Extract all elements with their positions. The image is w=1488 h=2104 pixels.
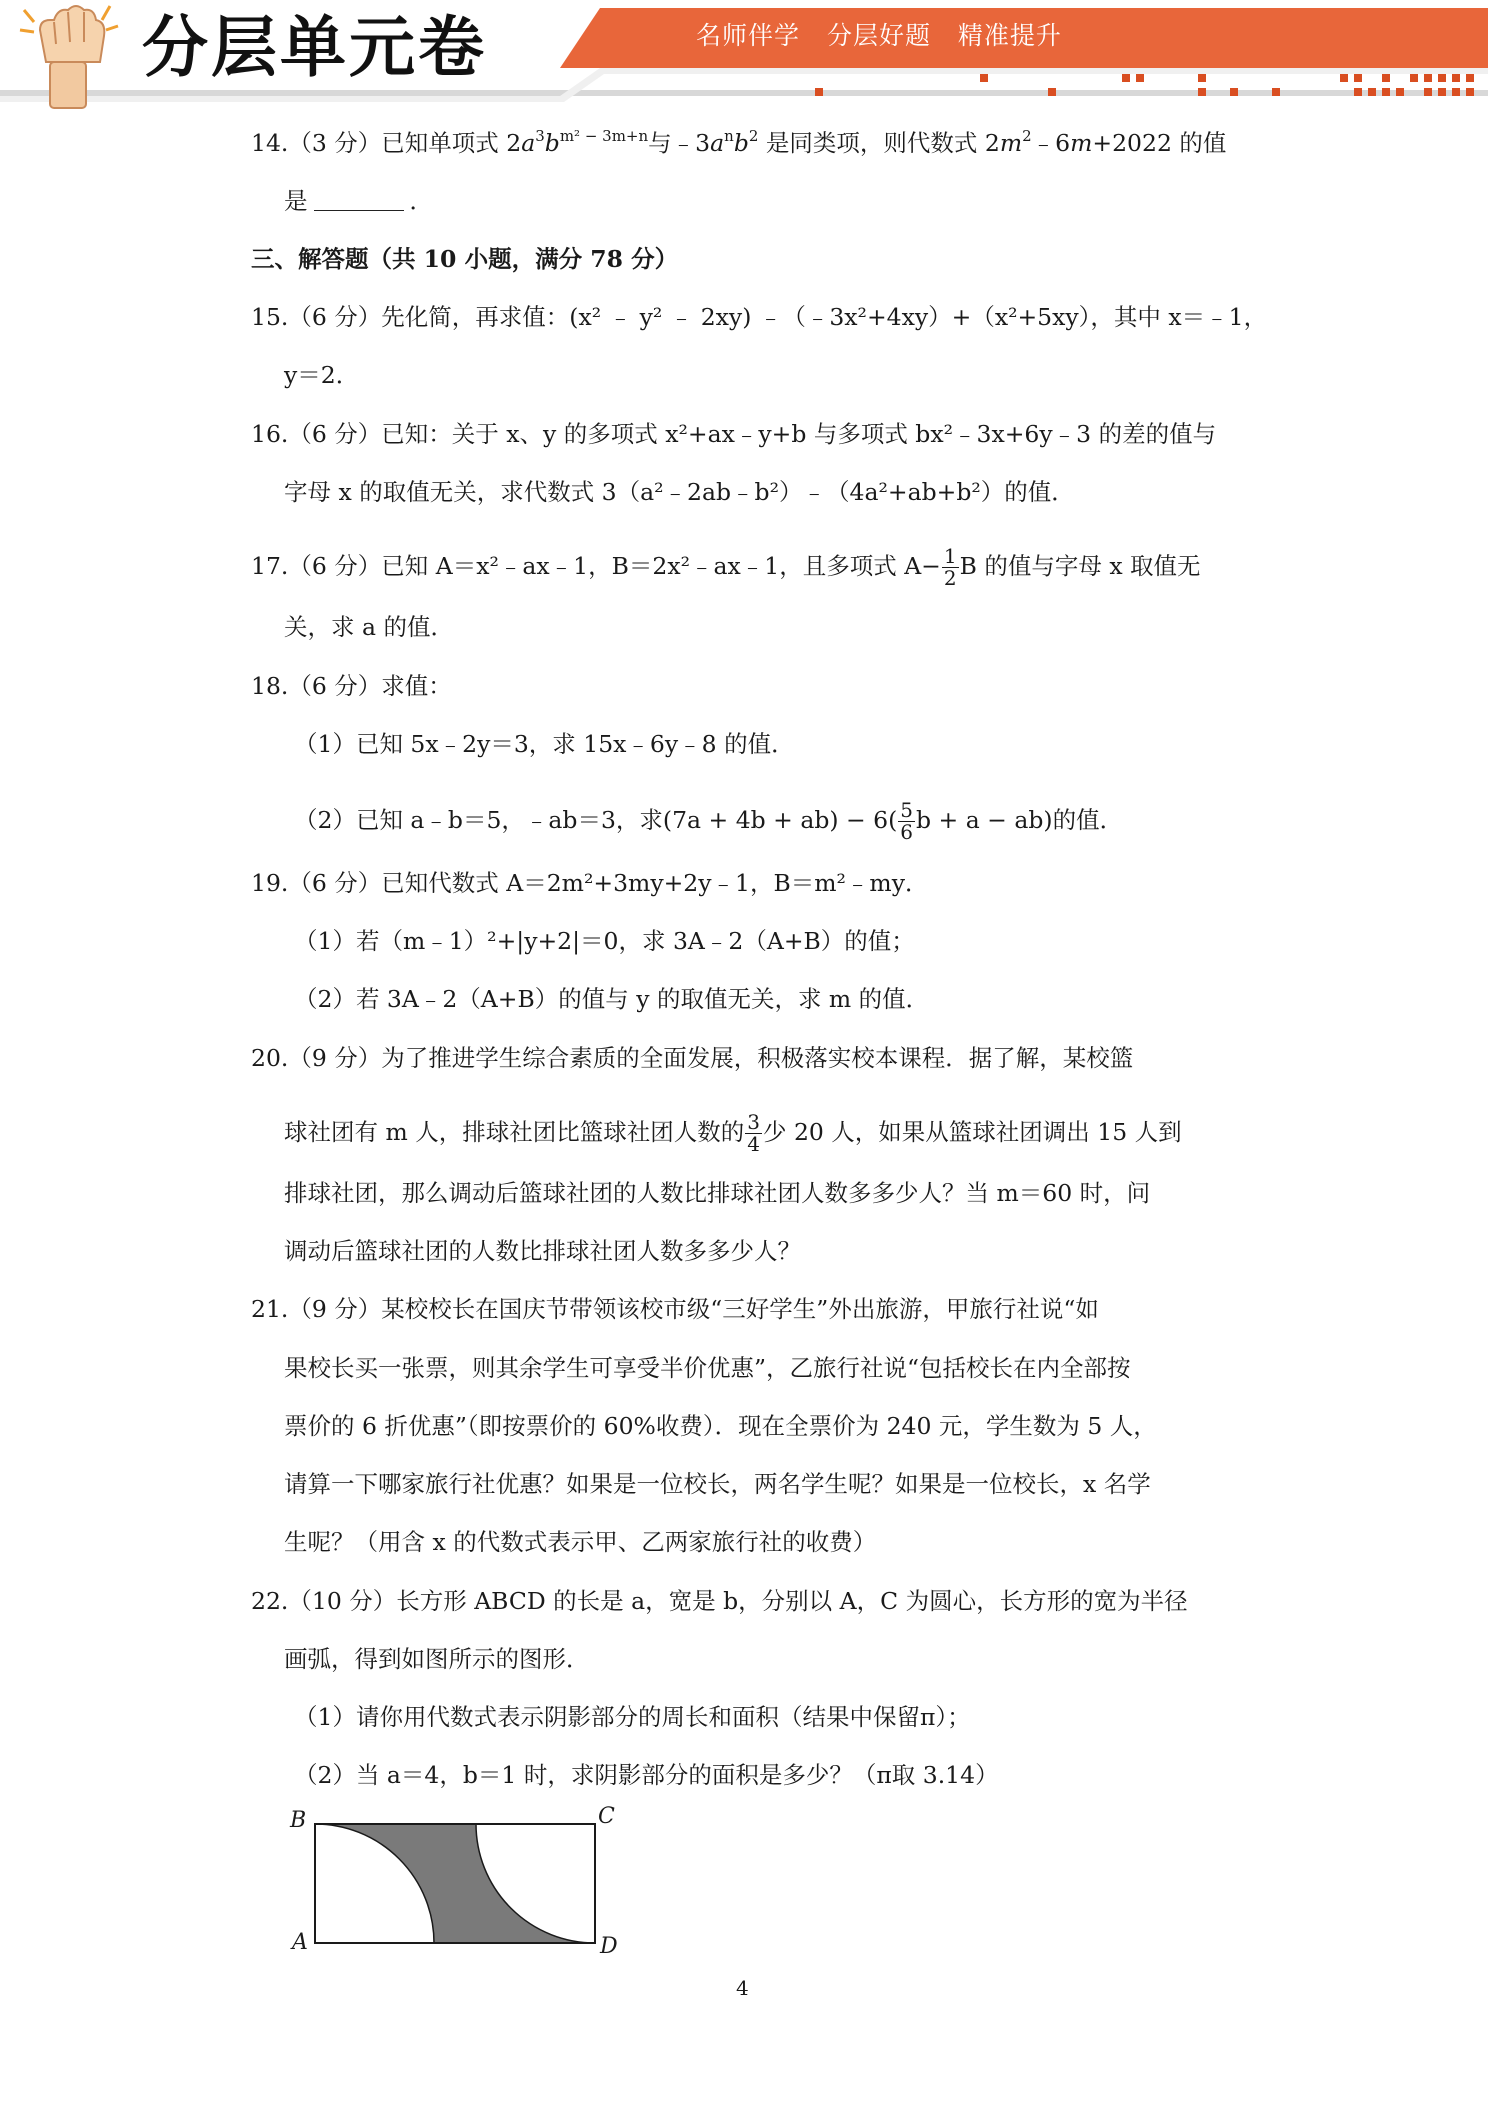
rectangle-figure bbox=[288, 1804, 628, 1966]
page-header bbox=[0, 0, 1488, 110]
q15-line1: 15.（6 分）先化简，再求值：(x² ﹣ y² ﹣ 2xy) ﹣（﹣3x²+4xy）+（x²+5xy），其中 x＝﹣1， bbox=[251, 303, 1268, 331]
q20-line2: 球社团有 m 人，排球社团比篮球社团人数的 $\frac{3}{4}$ 少 20 人，如果从篮球社团调出 15 人到 bbox=[284, 1110, 1182, 1156]
q19-sub1: （1）若（m﹣1）²+|y+2|＝0，求 3A﹣2（A+B）的值； bbox=[294, 927, 915, 955]
label-c: C bbox=[598, 1804, 615, 1829]
q21-line2: 果校长买一张票，则其余学生可享受半价优惠”，乙旅行社说“包括校长在内全部按 bbox=[284, 1354, 1131, 1382]
brand-title: 分层单元卷 bbox=[142, 9, 487, 86]
q21-line3: 票价的 6 折优惠”（即按票价的 60%收费）．现在全票价为 240 元，学生数为 5 人， bbox=[284, 1412, 1157, 1440]
label-b: B bbox=[290, 1808, 307, 1833]
q18-sub2: （2）已知 a﹣b＝5，﹣ab＝3，求(7a + 4b + ab) − 6( $\frac{5}{6}$ b + a − ab)的值． bbox=[294, 798, 1124, 844]
fist-icon bbox=[10, 0, 130, 110]
q20-line3: 排球社团，那么调动后篮球社团的人数比排球社团人数多多少人？当 m＝60 时，问 bbox=[284, 1179, 1151, 1207]
q17-line2: 关，求 a 的值． bbox=[284, 613, 454, 641]
q22-line1: 22.（10 分）长方形 ABCD 的长是 a，宽是 b，分别以 A，C 为圆心，长方形的宽为半径 bbox=[251, 1587, 1188, 1615]
q21-line1: 21.（9 分）某校校长在国庆节带领该校市级“三好学生”外出旅游，甲旅行社说“如 bbox=[251, 1295, 1099, 1323]
label-a: A bbox=[292, 1930, 308, 1955]
q20-line1: 20.（9 分）为了推进学生综合素质的全面发展，积极落实校本课程．据了解，某校篮 bbox=[251, 1044, 1134, 1072]
q17-line1: 17.（6 分）已知 A＝x²﹣ax﹣1，B＝2x²﹣ax﹣1，且多项式 A− $\frac{1}{2}$ B 的值与字母 x 取值无 bbox=[251, 544, 1201, 590]
label-d: D bbox=[600, 1934, 618, 1959]
q16-line2: 字母 x 的取值无关，求代数式 3（a²﹣2ab﹣b²）﹣（4a²+ab+b²）的值． bbox=[284, 478, 1075, 506]
fraction: $\frac{1}{2}$ bbox=[943, 544, 957, 590]
q14-line2: 是 ． bbox=[284, 187, 433, 215]
q20-line4: 调动后篮球社团的人数比排球社团人数多多少人？ bbox=[284, 1237, 801, 1265]
q18-sub1: （1）已知 5x﹣2y＝3，求 15x﹣6y﹣8 的值． bbox=[294, 730, 795, 758]
q22-sub2: （2）当 a＝4，b＝1 时，求阴影部分的面积是多少？（π取 3.14） bbox=[294, 1761, 999, 1789]
q15-line2: y＝2． bbox=[284, 361, 360, 389]
page-number: 4 bbox=[736, 1976, 749, 2000]
header-tagline: 名师伴学 分层好题 精准提升 bbox=[696, 21, 1062, 50]
q14-line1: 14.（3 分）已知单项式 $2a^3b^{m^2 - 3m+n}$与$﹣3a^nb^2$ 是同类项，则代数式 $2m^2﹣6m+2022$ 的值 bbox=[251, 127, 1227, 157]
q19-title: 19.（6 分）已知代数式 A＝2m²+3my+2y﹣1，B＝m²﹣my． bbox=[251, 869, 929, 897]
q18-title: 18.（6 分）求值： bbox=[251, 672, 452, 700]
q21-line4: 请算一下哪家旅行社优惠？如果是一位校长，两名学生呢？如果是一位校长，x 名学 bbox=[284, 1470, 1151, 1498]
shaded-rectangle-diagram bbox=[288, 1812, 628, 1962]
section-heading: 三、解答题（共 10 小题，满分 78 分） bbox=[251, 245, 679, 273]
q16-line1: 16.（6 分）已知：关于 x、y 的多项式 x²+ax﹣y+b 与多项式 bx²﹣3x+6y﹣3 的差的值与 bbox=[251, 420, 1217, 448]
answer-blank[interactable] bbox=[314, 188, 404, 211]
q21-line5: 生呢？（用含 x 的代数式表示甲、乙两家旅行社的收费） bbox=[284, 1528, 877, 1556]
q19-sub2: （2）若 3A﹣2（A+B）的值与 y 的取值无关，求 m 的值． bbox=[294, 985, 930, 1013]
q22-sub1: （1）请你用代数式表示阴影部分的周长和面积（结果中保留π）； bbox=[294, 1703, 971, 1731]
fraction: $\frac{5}{6}$ bbox=[900, 798, 914, 844]
q22-line2: 画弧，得到如图所示的图形． bbox=[284, 1645, 590, 1673]
fraction: $\frac{3}{4}$ bbox=[747, 1110, 760, 1156]
